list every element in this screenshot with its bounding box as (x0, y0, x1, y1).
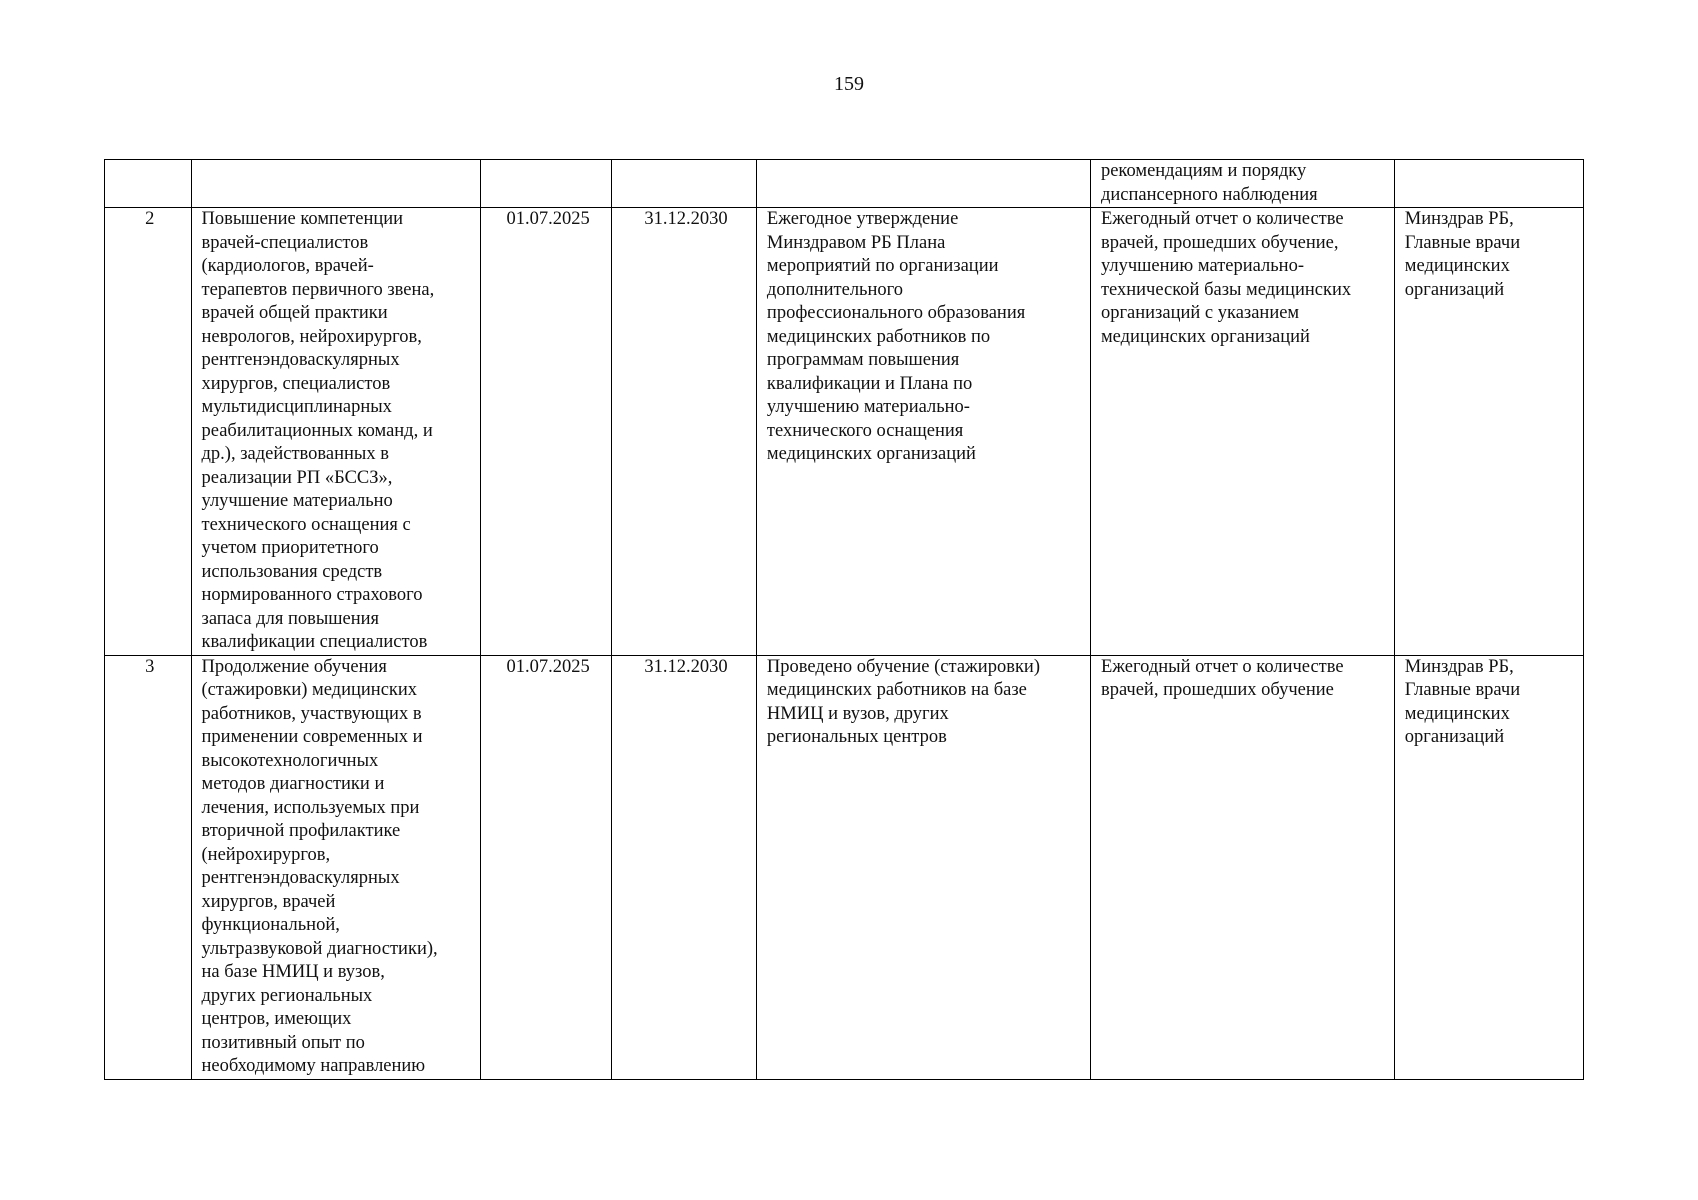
cell-end-date (612, 160, 757, 208)
cell-start-date (481, 160, 612, 208)
cell-start-date: 01.07.2025 (481, 208, 612, 656)
measures-table (104, 159, 1584, 1080)
cell-end-date: 31.12.2030 (612, 208, 757, 656)
cell-result (756, 160, 1090, 208)
page-number: 159 (834, 73, 864, 95)
cell-control: рекомендациям и порядку диспансерного наблюдения (1090, 160, 1394, 208)
cell-number: 2 (105, 208, 192, 656)
cell-result: Ежегодное утверждение Минздравом РБ Плана мероприятий по организации дополнительного профессионального образования медицинских работников по программам повышения квалификации и Плана по улучшению материально- технического оснащения медицинских организаций (756, 208, 1090, 656)
table-row-continued (105, 160, 1584, 208)
cell-end-date: 31.12.2030 (612, 655, 757, 1079)
cell-measure (191, 160, 481, 208)
cell-control: Ежегодный отчет о количестве врачей, прошедших обучение (1090, 655, 1394, 1079)
cell-number (105, 160, 192, 208)
cell-control: Ежегодный отчет о количестве врачей, прошедших обучение, улучшению материально- технической базы медицинских организаций с указанием медицинских организаций (1090, 208, 1394, 656)
cell-responsible: Минздрав РБ, Главные врачи медицинских организаций (1394, 655, 1583, 1079)
cell-result: Проведено обучение (стажировки) медицинских работников на базе НМИЦ и вузов, других региональных центров (756, 655, 1090, 1079)
table-row (105, 208, 1584, 656)
cell-measure: Продолжение обучения (стажировки) медицинских работников, участвующих в применении современных и высокотехнологичных методов диагностики и лечения, используемых при вторичной профилактике (нейрохирургов, рентгенэндоваскулярных хирургов, врачей функциональной, ультразвуковой диагностики), на базе НМИЦ и вузов, других региональных центров, имеющих позитивный опыт по необходимому направлению (191, 655, 481, 1079)
cell-responsible (1394, 160, 1583, 208)
cell-number: 3 (105, 655, 192, 1079)
cell-start-date: 01.07.2025 (481, 655, 612, 1079)
table-row (105, 655, 1584, 1079)
cell-measure: Повышение компетенции врачей-специалистов (кардиологов, врачей- терапевтов первичного звена, врачей общей практики неврологов, нейрохирургов, рентгенэндоваскулярных хирургов, специалистов мультидисциплинарных реабилитационных команд, и др.), задействованных в реализации РП «БССЗ», улучшение материально технического оснащения с учетом приоритетного использования средств нормированного страхового запаса для повышения квалификации специалистов (191, 208, 481, 656)
cell-responsible: Минздрав РБ, Главные врачи медицинских организаций (1394, 208, 1583, 656)
